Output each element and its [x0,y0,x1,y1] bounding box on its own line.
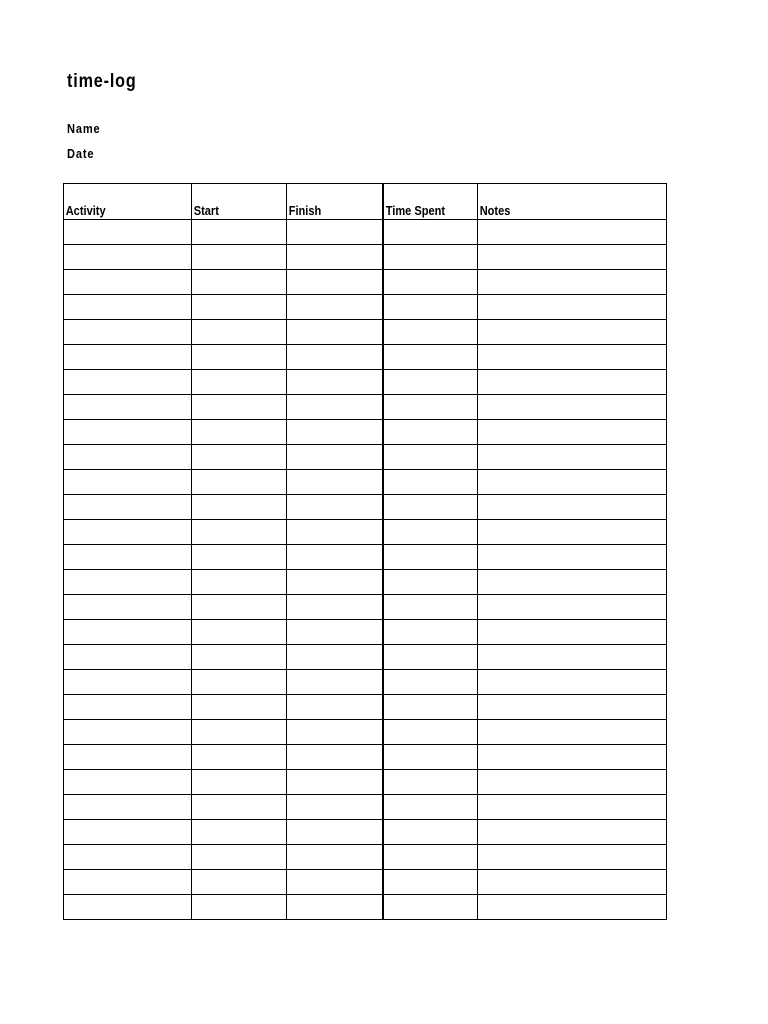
cell-notes[interactable] [478,595,667,620]
cell-start[interactable] [192,345,287,370]
cell-notes[interactable] [478,270,667,295]
table-row [64,470,667,495]
cell-time-spent[interactable] [383,270,478,295]
table-row [64,695,667,720]
cell-start[interactable] [192,820,287,845]
cell-activity[interactable] [64,495,192,520]
cell-activity[interactable] [64,295,192,320]
cell-finish[interactable] [287,745,383,770]
table-row [64,795,667,820]
cell-time-spent[interactable] [383,820,478,845]
cell-start[interactable] [192,770,287,795]
cell-start[interactable] [192,245,287,270]
cell-start[interactable] [192,645,287,670]
cell-notes[interactable] [478,895,667,920]
cell-time-spent[interactable] [383,620,478,645]
cell-start[interactable] [192,395,287,420]
cell-activity[interactable] [64,770,192,795]
table-row [64,670,667,695]
cell-time-spent[interactable] [383,345,478,370]
cell-start[interactable] [192,595,287,620]
cell-activity[interactable] [64,670,192,695]
cell-activity[interactable] [64,695,192,720]
cell-finish[interactable] [287,620,383,645]
cell-activity[interactable] [64,420,192,445]
cell-finish[interactable] [287,670,383,695]
cell-finish[interactable] [287,395,383,420]
cell-finish[interactable] [287,295,383,320]
cell-notes[interactable] [478,370,667,395]
cell-notes[interactable] [478,695,667,720]
cell-activity[interactable] [64,820,192,845]
name-field-label: Name [67,121,101,136]
cell-finish[interactable] [287,820,383,845]
cell-finish[interactable] [287,795,383,820]
cell-notes[interactable] [478,570,667,595]
table-row [64,595,667,620]
cell-finish[interactable] [287,695,383,720]
table-row [64,645,667,670]
cell-start[interactable] [192,320,287,345]
table-row [64,545,667,570]
cell-start[interactable] [192,420,287,445]
cell-start[interactable] [192,220,287,245]
cell-activity[interactable] [64,595,192,620]
cell-activity[interactable] [64,795,192,820]
cell-finish[interactable] [287,370,383,395]
cell-activity[interactable] [64,220,192,245]
cell-time-spent[interactable] [383,320,478,345]
cell-start[interactable] [192,870,287,895]
cell-start[interactable] [192,520,287,545]
cell-time-spent[interactable] [383,795,478,820]
table-row [64,295,667,320]
cell-time-spent[interactable] [383,295,478,320]
cell-time-spent[interactable] [383,895,478,920]
cell-start[interactable] [192,295,287,320]
table-row [64,620,667,645]
cell-start[interactable] [192,495,287,520]
cell-finish[interactable] [287,720,383,745]
cell-start[interactable] [192,895,287,920]
table-row [64,495,667,520]
cell-finish[interactable] [287,570,383,595]
page-title: time-log [67,71,137,92]
table-row [64,445,667,470]
table-body [64,220,667,920]
cell-activity[interactable] [64,395,192,420]
cell-finish[interactable] [287,595,383,620]
cell-finish[interactable] [287,420,383,445]
table-row [64,870,667,895]
cell-start[interactable] [192,545,287,570]
cell-activity[interactable] [64,520,192,545]
column-header-time-spent: Time Spent [383,184,478,220]
cell-notes[interactable] [478,470,667,495]
cell-notes[interactable] [478,245,667,270]
cell-time-spent[interactable] [383,695,478,720]
cell-finish[interactable] [287,245,383,270]
cell-notes[interactable] [478,345,667,370]
cell-time-spent[interactable] [383,645,478,670]
cell-activity[interactable] [64,545,192,570]
date-field-label: Date [67,146,95,161]
table-row [64,720,667,745]
cell-start[interactable] [192,845,287,870]
cell-time-spent[interactable] [383,595,478,620]
cell-time-spent[interactable] [383,245,478,270]
cell-finish[interactable] [287,270,383,295]
cell-finish[interactable] [287,445,383,470]
cell-finish[interactable] [287,845,383,870]
cell-notes[interactable] [478,820,667,845]
cell-activity[interactable] [64,870,192,895]
column-header-finish: Finish [287,184,383,220]
cell-notes[interactable] [478,420,667,445]
table-row [64,370,667,395]
cell-time-spent[interactable] [383,395,478,420]
cell-time-spent[interactable] [383,545,478,570]
cell-time-spent[interactable] [383,670,478,695]
cell-finish[interactable] [287,545,383,570]
cell-start[interactable] [192,795,287,820]
cell-start[interactable] [192,745,287,770]
cell-time-spent[interactable] [383,470,478,495]
cell-notes[interactable] [478,795,667,820]
cell-time-spent[interactable] [383,770,478,795]
cell-activity[interactable] [64,745,192,770]
cell-time-spent[interactable] [383,870,478,895]
table-row [64,570,667,595]
table-row [64,220,667,245]
cell-finish[interactable] [287,320,383,345]
cell-activity[interactable] [64,245,192,270]
table-row [64,420,667,445]
column-header-activity: Activity [64,184,192,220]
cell-finish[interactable] [287,220,383,245]
cell-time-spent[interactable] [383,420,478,445]
table-row [64,895,667,920]
cell-start[interactable] [192,720,287,745]
cell-finish[interactable] [287,470,383,495]
table-row [64,845,667,870]
column-header-notes: Notes [478,184,667,220]
table-row [64,320,667,345]
cell-time-spent[interactable] [383,745,478,770]
cell-notes[interactable] [478,395,667,420]
table-header-row [64,184,667,220]
cell-activity[interactable] [64,345,192,370]
cell-notes[interactable] [478,445,667,470]
cell-start[interactable] [192,695,287,720]
cell-finish[interactable] [287,520,383,545]
table-row [64,395,667,420]
cell-notes[interactable] [478,295,667,320]
cell-notes[interactable] [478,870,667,895]
cell-activity[interactable] [64,645,192,670]
cell-start[interactable] [192,445,287,470]
cell-notes[interactable] [478,670,667,695]
cell-activity[interactable] [64,845,192,870]
column-header-start: Start [192,184,287,220]
cell-time-spent[interactable] [383,520,478,545]
cell-notes[interactable] [478,620,667,645]
cell-activity[interactable] [64,370,192,395]
cell-notes[interactable] [478,845,667,870]
cell-start[interactable] [192,670,287,695]
table-row [64,745,667,770]
cell-start[interactable] [192,470,287,495]
cell-notes[interactable] [478,770,667,795]
cell-time-spent[interactable] [383,445,478,470]
cell-start[interactable] [192,270,287,295]
cell-activity[interactable] [64,620,192,645]
cell-time-spent[interactable] [383,845,478,870]
cell-notes[interactable] [478,645,667,670]
cell-notes[interactable] [478,745,667,770]
table-row [64,820,667,845]
cell-time-spent[interactable] [383,720,478,745]
table-row [64,345,667,370]
cell-finish[interactable] [287,870,383,895]
table-row [64,520,667,545]
cell-finish[interactable] [287,770,383,795]
cell-time-spent[interactable] [383,570,478,595]
cell-activity[interactable] [64,720,192,745]
cell-time-spent[interactable] [383,370,478,395]
cell-time-spent[interactable] [383,495,478,520]
cell-start[interactable] [192,570,287,595]
cell-finish[interactable] [287,895,383,920]
time-log-table [63,183,667,920]
table-row [64,270,667,295]
cell-start[interactable] [192,370,287,395]
cell-notes[interactable] [478,495,667,520]
cell-activity[interactable] [64,895,192,920]
cell-finish[interactable] [287,645,383,670]
cell-activity[interactable] [64,320,192,345]
cell-activity[interactable] [64,445,192,470]
cell-finish[interactable] [287,495,383,520]
cell-notes[interactable] [478,545,667,570]
cell-notes[interactable] [478,320,667,345]
cell-notes[interactable] [478,720,667,745]
table-row [64,770,667,795]
cell-activity[interactable] [64,470,192,495]
cell-time-spent[interactable] [383,220,478,245]
cell-notes[interactable] [478,520,667,545]
cell-activity[interactable] [64,270,192,295]
cell-activity[interactable] [64,570,192,595]
table-row [64,245,667,270]
cell-notes[interactable] [478,220,667,245]
cell-finish[interactable] [287,345,383,370]
cell-start[interactable] [192,620,287,645]
